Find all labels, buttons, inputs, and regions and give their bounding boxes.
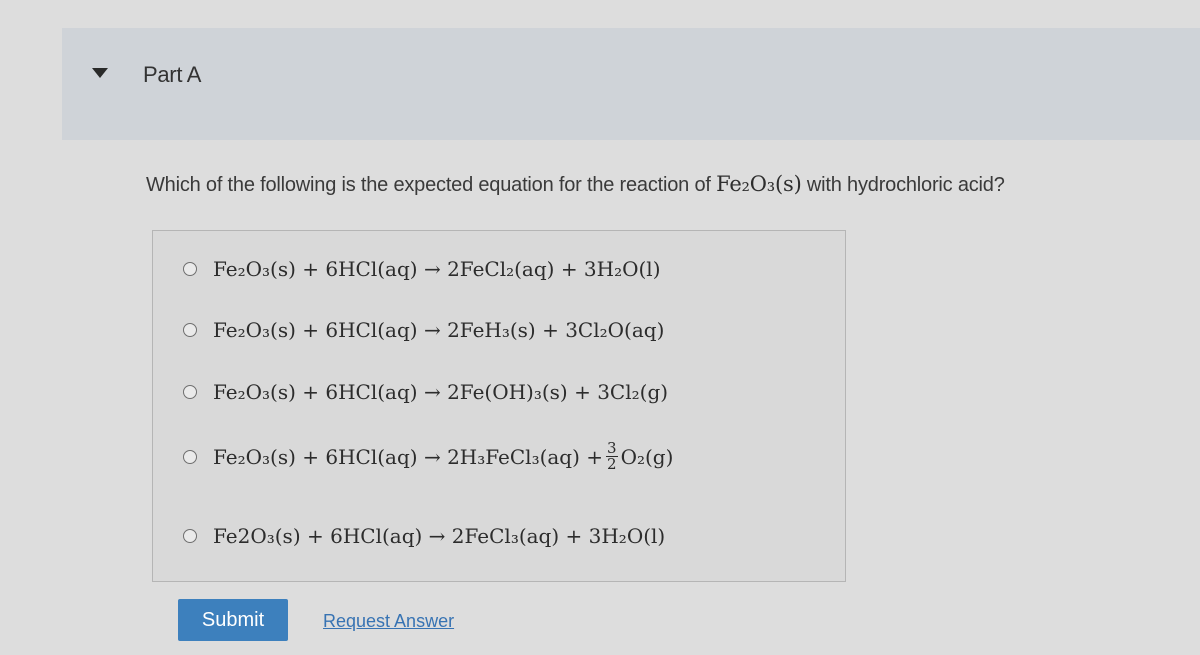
radio-button[interactable] (183, 450, 197, 464)
option-label: Fe₂O₃(s) + 6HCl(aq) → 2FeH₃(s) + 3Cl₂O(aq) (213, 318, 665, 342)
fraction-numerator: 3 (607, 439, 617, 457)
radio-button[interactable] (183, 529, 197, 543)
option-label-after: O₂(g) (620, 444, 674, 469)
question-text-before: Which of the following is the expected equation for the reaction of (146, 174, 717, 196)
question-text-after: with hydrochloric acid? (801, 174, 1005, 196)
radio-button[interactable] (183, 262, 197, 276)
request-answer-link[interactable]: Request Answer (323, 611, 455, 631)
question-text (146, 172, 1186, 197)
option-5[interactable] (183, 524, 665, 548)
fraction-denominator: 2 (607, 455, 617, 473)
radio-button[interactable] (183, 385, 197, 399)
option-2[interactable] (183, 318, 664, 342)
option-3[interactable] (183, 380, 668, 404)
option-1[interactable] (183, 257, 661, 281)
radio-button[interactable] (183, 323, 197, 337)
fraction (606, 441, 618, 472)
option-4[interactable] (183, 441, 673, 472)
option-label-before: Fe₂O₃(s) + 6HCl(aq) → 2H₃FeCl₃(aq) + (213, 444, 604, 469)
question-formula: Fe₂O₃(s) (716, 172, 802, 196)
option-label: Fe2O₃(s) + 6HCl(aq) → 2FeCl₃(aq) + 3H₂O(l) (213, 524, 666, 548)
option-label: Fe₂O₃(s) + 6HCl(aq) → 2FeCl₂(aq) + 3H₂O(l) (213, 257, 661, 281)
collapse-triangle-icon[interactable] (92, 68, 108, 78)
answer-options (152, 230, 846, 582)
submit-button[interactable]: Submit (178, 599, 288, 641)
part-title: Part A (143, 62, 202, 87)
part-header[interactable] (62, 28, 1200, 140)
option-label: Fe₂O₃(s) + 6HCl(aq) → 2Fe(OH)₃(s) + 3Cl₂(g) (213, 380, 669, 404)
